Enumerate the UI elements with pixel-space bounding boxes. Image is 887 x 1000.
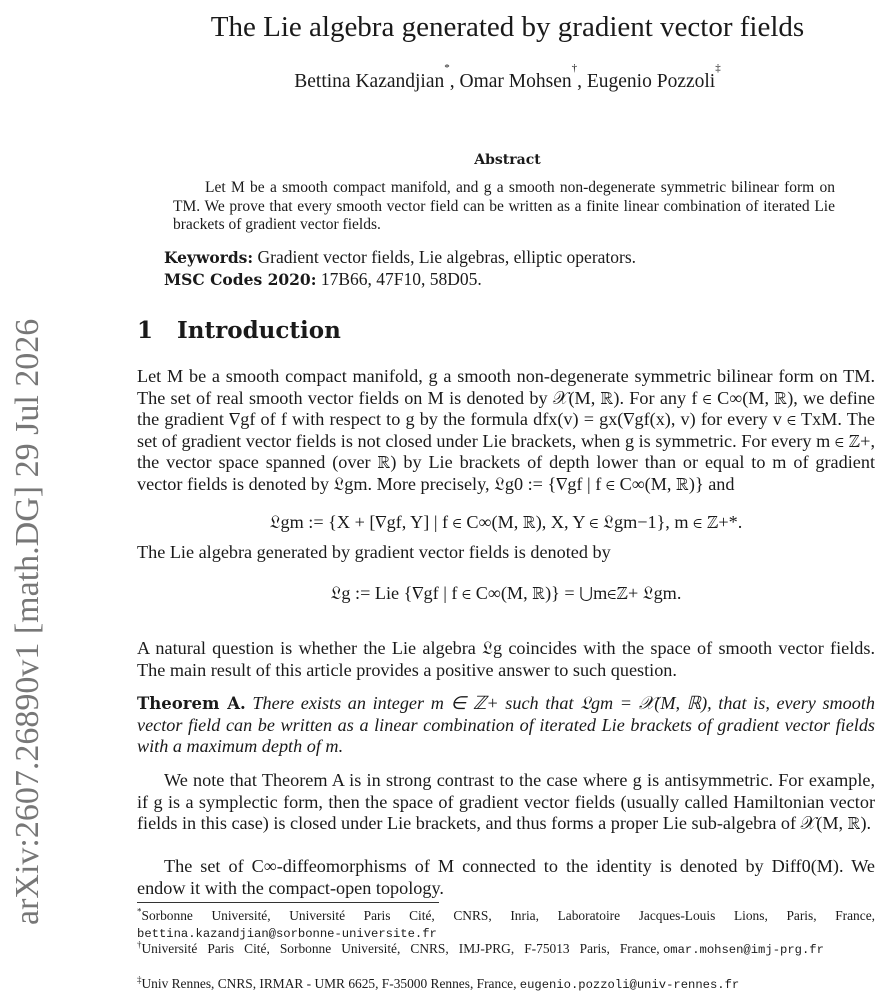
footnote: [137, 976, 875, 994]
body-paragraph: A natural question is whether the Lie algebra 𝔏g coincides with the space of smooth vector fields. The main result of this article provides a positive answer to such question.: [137, 638, 875, 680]
paper-title: The Lie algebra generated by gradient vector fields: [210, 11, 805, 43]
theorem-text: There exists an integer m ∈ ℤ+ such that 𝔏gm = 𝒳(M, ℝ), that is, every smooth vector field can be written as a linear combination of iterated Lie brackets of gradient vector fields with a maximum depth of m.: [137, 693, 875, 757]
footnote-mark: ‡: [137, 974, 142, 985]
theorem-label: Theorem A.: [137, 694, 246, 713]
author-name: Bettina Kazandjian: [294, 71, 445, 92]
section-number: 1: [137, 317, 154, 344]
keywords-label: Keywords:: [164, 248, 254, 267]
footnote-text: Université Paris Cité, Sorbonne Université, CNRS, IMJ-PRG, F-75013 Paris, France,: [141, 941, 660, 956]
equation-lie-depth: 𝔏gm := {X + [∇gf, Y] | f ∈ C∞(M, ℝ), X, Y ∈ 𝔏gm−1}, m ∈ ℤ+*.: [269, 512, 743, 532]
author-list: Bettina Kazandjian*, Omar Mohsen†, Eugenio Pozzoli‡: [294, 62, 721, 92]
author-mark: *: [444, 62, 450, 74]
msc-codes: [164, 268, 844, 291]
theorem-a: [137, 693, 875, 758]
section-title: Introduction: [177, 317, 341, 344]
footnote-mark: †: [137, 939, 142, 950]
footnote-email[interactable]: bettina.kazandjian@sorbonne-universite.fr: [137, 926, 437, 941]
footnote: [137, 941, 875, 959]
footnote: [137, 908, 875, 942]
author-mark: ‡: [715, 62, 721, 74]
footnote-text: Sorbonne Université, Université Paris Cité, CNRS, Inria, Laboratoire Jacques-Louis Lions, Paris, France,: [141, 908, 875, 923]
footnote-mark: *: [137, 906, 142, 917]
keywords: [164, 246, 844, 269]
msc-value: 17B66, 47F10, 58D05.: [320, 269, 482, 289]
author-name: Eugenio Pozzoli: [586, 71, 716, 92]
footnote-email[interactable]: omar.mohsen@imj-prg.fr: [662, 943, 824, 957]
equation-lie-algebra: 𝔏g := Lie {∇gf | f ∈ C∞(M, ℝ)} = ⋃m∈ℤ+ 𝔏gm.: [330, 583, 682, 603]
body-paragraph: Let M be a smooth compact manifold, g a smooth non-degenerate symmetric bilinear form on TM. The set of real smooth vector fields on M is denoted by 𝒳(M, ℝ). For any f ∈ C∞(M, ℝ), we define the gradient ∇gf of f with respect to g by the formula dfx(v) = gx(∇gf(x), v) for every v ∈ TxM. The set of gradient vector fields is not closed under Lie brackets, when g is symmetric. For every m ∈ ℤ+, the vector space spanned (over ℝ) by Lie brackets of depth lower than or equal to m of gradient vector fields is denoted by 𝔏gm. More precisely, 𝔏g0 := {∇gf | f ∈ C∞(M, ℝ)} and: [137, 366, 875, 494]
arxiv-identifier: arXiv:2607.26890v1 [math.DG] 29 Jul 2026: [9, 318, 46, 925]
body-paragraph: The Lie algebra generated by gradient vector fields is denoted by: [137, 542, 611, 562]
footnote-email[interactable]: eugenio.pozzoli@univ-rennes.fr: [519, 978, 740, 992]
author-name: Omar Mohsen: [459, 71, 572, 92]
abstract-text: Let M be a smooth compact manifold, and g a smooth non-degenerate symmetric bilinear form on TM. We prove that every smooth vector field can be written as a finite linear combination of iterated Lie brackets of gradient vector fields.: [173, 179, 835, 233]
author-mark: †: [571, 62, 578, 74]
body-paragraph: The set of C∞-diffeomorphisms of M connected to the identity is denoted by Diff0(M). We endow it with the compact-open topology.: [137, 856, 875, 898]
section-heading: [137, 317, 341, 344]
keywords-value: Gradient vector fields, Lie algebras, elliptic operators.: [257, 247, 637, 267]
footnote-rule: [137, 902, 439, 903]
msc-label: MSC Codes 2020:: [164, 270, 317, 289]
footnote-text: Univ Rennes, CNRS, IRMAR - UMR 6625, F-35000 Rennes, France,: [141, 976, 517, 991]
body-paragraph: We note that Theorem A is in strong contrast to the case where g is antisymmetric. For example, if g is a symplectic form, then the space of gradient vector fields (usually called Hamiltonian vector fields in this case) is closed under Lie brackets, and thus forms a proper Lie sub-algebra of 𝒳(M, ℝ).: [137, 770, 875, 834]
abstract-heading: Abstract: [474, 152, 541, 168]
